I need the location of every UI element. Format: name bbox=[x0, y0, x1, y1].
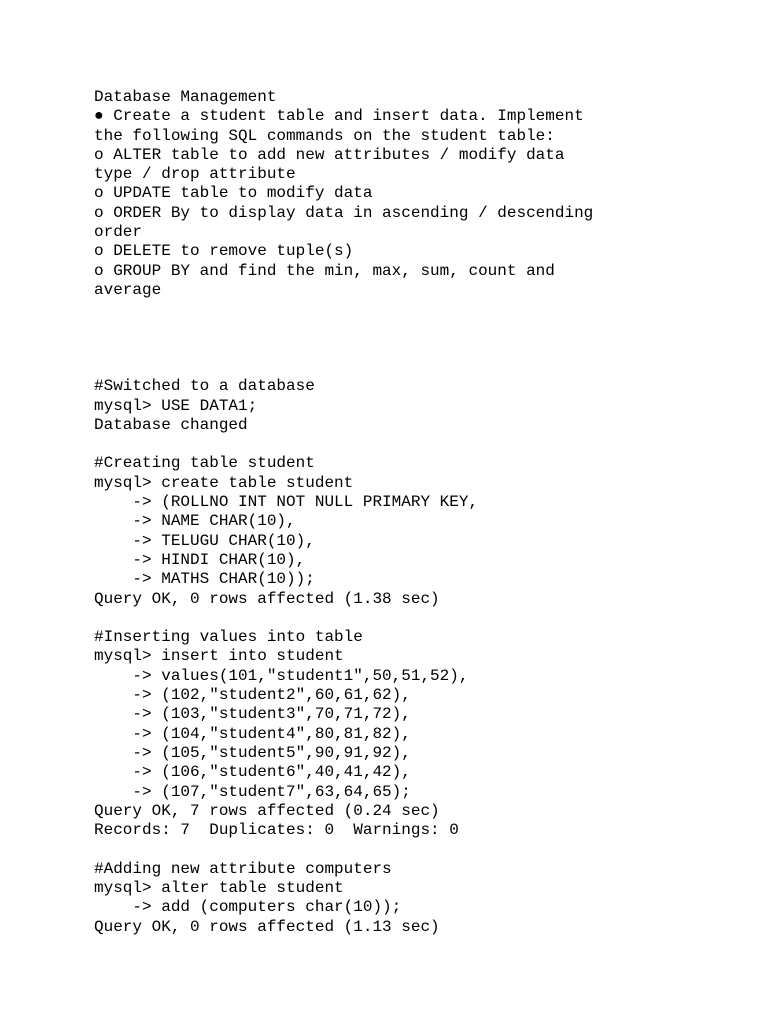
code-section-insert-values bbox=[94, 628, 754, 840]
code-line: mysql> USE DATA1; bbox=[94, 396, 258, 415]
spacer bbox=[94, 435, 754, 454]
code-line: mysql> create table student bbox=[94, 473, 354, 492]
intro-line: ● Create a student table and insert data. Implement bbox=[94, 107, 584, 126]
code-section-alter-table bbox=[94, 860, 754, 937]
code-line: -> TELUGU CHAR(10), bbox=[94, 531, 315, 550]
code-line: -> HINDI CHAR(10), bbox=[94, 550, 306, 569]
code-line: -> (102,"student2",60,61,62), bbox=[94, 686, 411, 705]
intro-line: average bbox=[94, 280, 162, 299]
code-section-use-database bbox=[94, 377, 754, 435]
code-line: Query OK, 7 rows affected (0.24 sec) bbox=[94, 801, 440, 820]
code-line: -> (107,"student7",63,64,65); bbox=[94, 782, 411, 801]
spacer bbox=[94, 840, 754, 859]
code-line: -> (105,"student5",90,91,92), bbox=[94, 743, 411, 762]
code-section-create-table bbox=[94, 454, 754, 608]
intro-line: o DELETE to remove tuple(s) bbox=[94, 242, 354, 261]
document-page bbox=[94, 88, 754, 937]
intro-line: order bbox=[94, 223, 143, 242]
document-title: Database Management bbox=[94, 88, 277, 106]
code-line: Query OK, 0 rows affected (1.13 sec) bbox=[94, 917, 440, 936]
intro-line: o GROUP BY and find the min, max, sum, count and bbox=[94, 261, 555, 280]
code-line: Records: 7 Duplicates: 0 Warnings: 0 bbox=[94, 821, 459, 840]
spacer bbox=[94, 300, 754, 377]
code-line: -> values(101,"student1",50,51,52), bbox=[94, 666, 469, 685]
code-line: -> (103,"student3",70,71,72), bbox=[94, 705, 411, 724]
code-line: -> NAME CHAR(10), bbox=[94, 512, 296, 531]
intro-line: o ORDER By to display data in ascending / descending bbox=[94, 203, 594, 222]
code-line: mysql> alter table student bbox=[94, 878, 344, 897]
spacer bbox=[94, 609, 754, 628]
intro-line: the following SQL commands on the student table: bbox=[94, 126, 555, 145]
intro-line: o UPDATE table to modify data bbox=[94, 184, 373, 203]
intro-line: type / drop attribute bbox=[94, 165, 296, 184]
code-line: Database changed bbox=[94, 415, 248, 434]
code-line: -> (ROLLNO INT NOT NULL PRIMARY KEY, bbox=[94, 493, 479, 512]
section-comment: #Adding new attribute computers bbox=[94, 859, 392, 878]
section-comment: #Creating table student bbox=[94, 454, 315, 473]
code-line: mysql> insert into student bbox=[94, 647, 344, 666]
intro-line: o ALTER table to add new attributes / modify data bbox=[94, 145, 565, 164]
intro-block bbox=[94, 88, 754, 300]
code-line: -> MATHS CHAR(10)); bbox=[94, 570, 315, 589]
section-comment: #Inserting values into table bbox=[94, 628, 363, 647]
code-line: -> (104,"student4",80,81,82), bbox=[94, 724, 411, 743]
section-comment: #Switched to a database bbox=[94, 377, 315, 396]
code-line: Query OK, 0 rows affected (1.38 sec) bbox=[94, 589, 440, 608]
code-line: -> add (computers char(10)); bbox=[94, 898, 402, 917]
code-line: -> (106,"student6",40,41,42), bbox=[94, 763, 411, 782]
